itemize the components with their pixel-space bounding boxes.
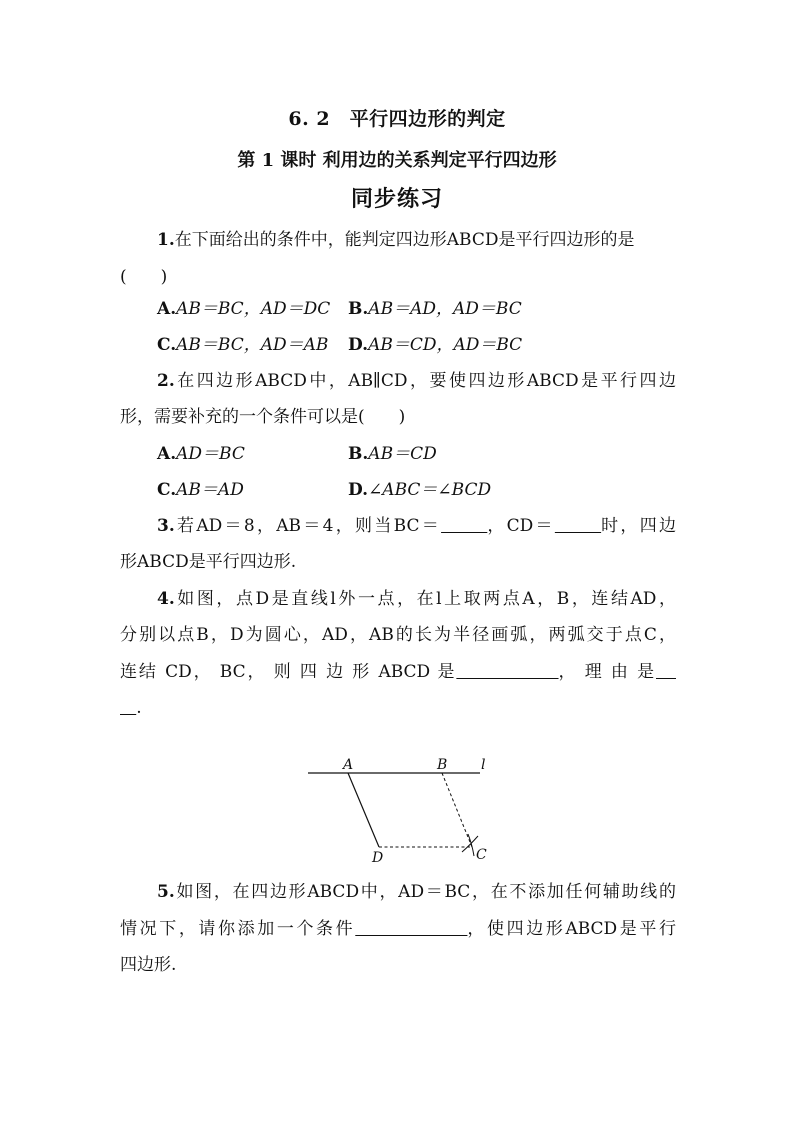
q3-stem-line2: 形ABCD是平行四边形. bbox=[120, 552, 297, 572]
q5-number: 5. bbox=[157, 882, 175, 902]
q5-blank-condition[interactable] bbox=[355, 919, 467, 939]
q1-text: 在下面给出的条件中，能判定四边形ABCD是平行四边形的是 bbox=[174, 230, 635, 250]
q1-option-a bbox=[157, 297, 330, 321]
q5-text-a: 情况下，请你添加一个条件 bbox=[120, 919, 356, 939]
q1-option-d bbox=[348, 333, 522, 357]
q1-option-c-text: AB＝BC，AD＝AB bbox=[176, 335, 329, 355]
q4-stem-line4 bbox=[120, 696, 676, 720]
q4-text-line1: 如图，点D是直线l外一点，在l上取两点A，B，连结AD， bbox=[174, 589, 676, 609]
q1-option-b bbox=[348, 297, 522, 321]
q1-answer-paren: ( ) bbox=[120, 267, 168, 287]
q4-blank-reason-cont[interactable] bbox=[120, 698, 136, 718]
q4-figure bbox=[300, 752, 500, 872]
q2-option-c-text: AB＝AD bbox=[176, 480, 244, 500]
q2-option-b bbox=[348, 442, 437, 466]
q2-option-d-text: ∠ABC＝∠BCD bbox=[368, 480, 492, 500]
label-b: B bbox=[437, 757, 448, 773]
q2-option-a-text: AD＝BC bbox=[176, 444, 245, 464]
q1-option-c-key: C. bbox=[157, 335, 177, 355]
q2-option-c-key: C. bbox=[157, 480, 177, 500]
q4-stem-line1 bbox=[157, 587, 676, 611]
q4-number: 4. bbox=[157, 589, 175, 609]
q1-option-a-text: AB＝BC，AD＝DC bbox=[176, 299, 331, 319]
q2-option-b-text: AB＝CD bbox=[368, 444, 437, 464]
lesson-title: 第 1 课时 利用边的关系判定平行四边形 bbox=[237, 150, 557, 171]
exercise-heading: 同步练习 bbox=[350, 186, 443, 212]
q1-option-d-key: D. bbox=[348, 335, 369, 355]
q4-stem-line3 bbox=[120, 660, 676, 684]
q1-option-a-key: A. bbox=[157, 299, 177, 319]
q2-stem-line1 bbox=[157, 369, 676, 393]
q2-option-a-key: A. bbox=[157, 444, 177, 464]
section-title: 6. 2 平行四边形的判定 bbox=[288, 108, 506, 130]
q1-option-c bbox=[157, 333, 328, 357]
label-l: l bbox=[481, 757, 486, 773]
q1-option-d-text: AB＝CD，AD＝BC bbox=[368, 335, 523, 355]
q3-blank-cd[interactable] bbox=[555, 516, 601, 536]
q5-stem-line3: 四边形. bbox=[120, 955, 177, 975]
q3-stem-line1 bbox=[157, 514, 676, 538]
label-d: D bbox=[372, 850, 384, 866]
q2-stem-line2: 形，需要补充的一个条件可以是( ) bbox=[120, 407, 406, 427]
q2-option-d bbox=[348, 478, 491, 502]
segment-ad bbox=[348, 773, 379, 847]
q1-option-b-text: AB＝AD，AD＝BC bbox=[368, 299, 522, 319]
q4-text-a: 连结 CD， BC， 则 四 边 形 ABCD 是 bbox=[120, 662, 457, 682]
q3-number: 3. bbox=[157, 516, 175, 536]
q1-number: 1. bbox=[157, 230, 175, 250]
q1-stem bbox=[157, 228, 676, 252]
q4-blank-shape[interactable] bbox=[456, 662, 558, 682]
q2-option-a bbox=[157, 442, 245, 466]
q4-stem-line2: 分别以点B，D为圆心，AD，AB的长为半径画弧，两弧交于点C， bbox=[120, 625, 676, 645]
q3-text-a: 若AD＝8，AB＝4，则当BC＝ bbox=[174, 516, 442, 536]
q3-text-b: ，CD＝ bbox=[487, 516, 555, 536]
label-c: C bbox=[476, 847, 487, 863]
q2-text-line1: 在四边形ABCD中，AB∥CD，要使四边形ABCD是平行四边 bbox=[174, 371, 676, 391]
segment-bc-dashed bbox=[442, 773, 472, 847]
q2-number: 2. bbox=[157, 371, 175, 391]
q2-option-c bbox=[157, 478, 244, 502]
q1-option-b-key: B. bbox=[348, 299, 369, 319]
q3-text-c: 时，四边 bbox=[601, 516, 676, 536]
q4-text-b: ， 理 由 是 bbox=[558, 662, 656, 682]
q3-blank-bc[interactable] bbox=[441, 516, 487, 536]
q4-period: . bbox=[136, 698, 142, 718]
q5-stem-line1 bbox=[157, 880, 676, 904]
q2-option-b-key: B. bbox=[348, 444, 369, 464]
q5-text-line1: 如图，在四边形ABCD中，AD＝BC，在不添加任何辅助线的 bbox=[174, 882, 676, 902]
label-a: A bbox=[343, 757, 354, 773]
q5-stem-line2 bbox=[120, 917, 676, 941]
q2-option-d-key: D. bbox=[348, 480, 369, 500]
q5-text-b: ，使四边形ABCD是平行 bbox=[467, 919, 676, 939]
q4-blank-reason[interactable] bbox=[656, 662, 676, 682]
